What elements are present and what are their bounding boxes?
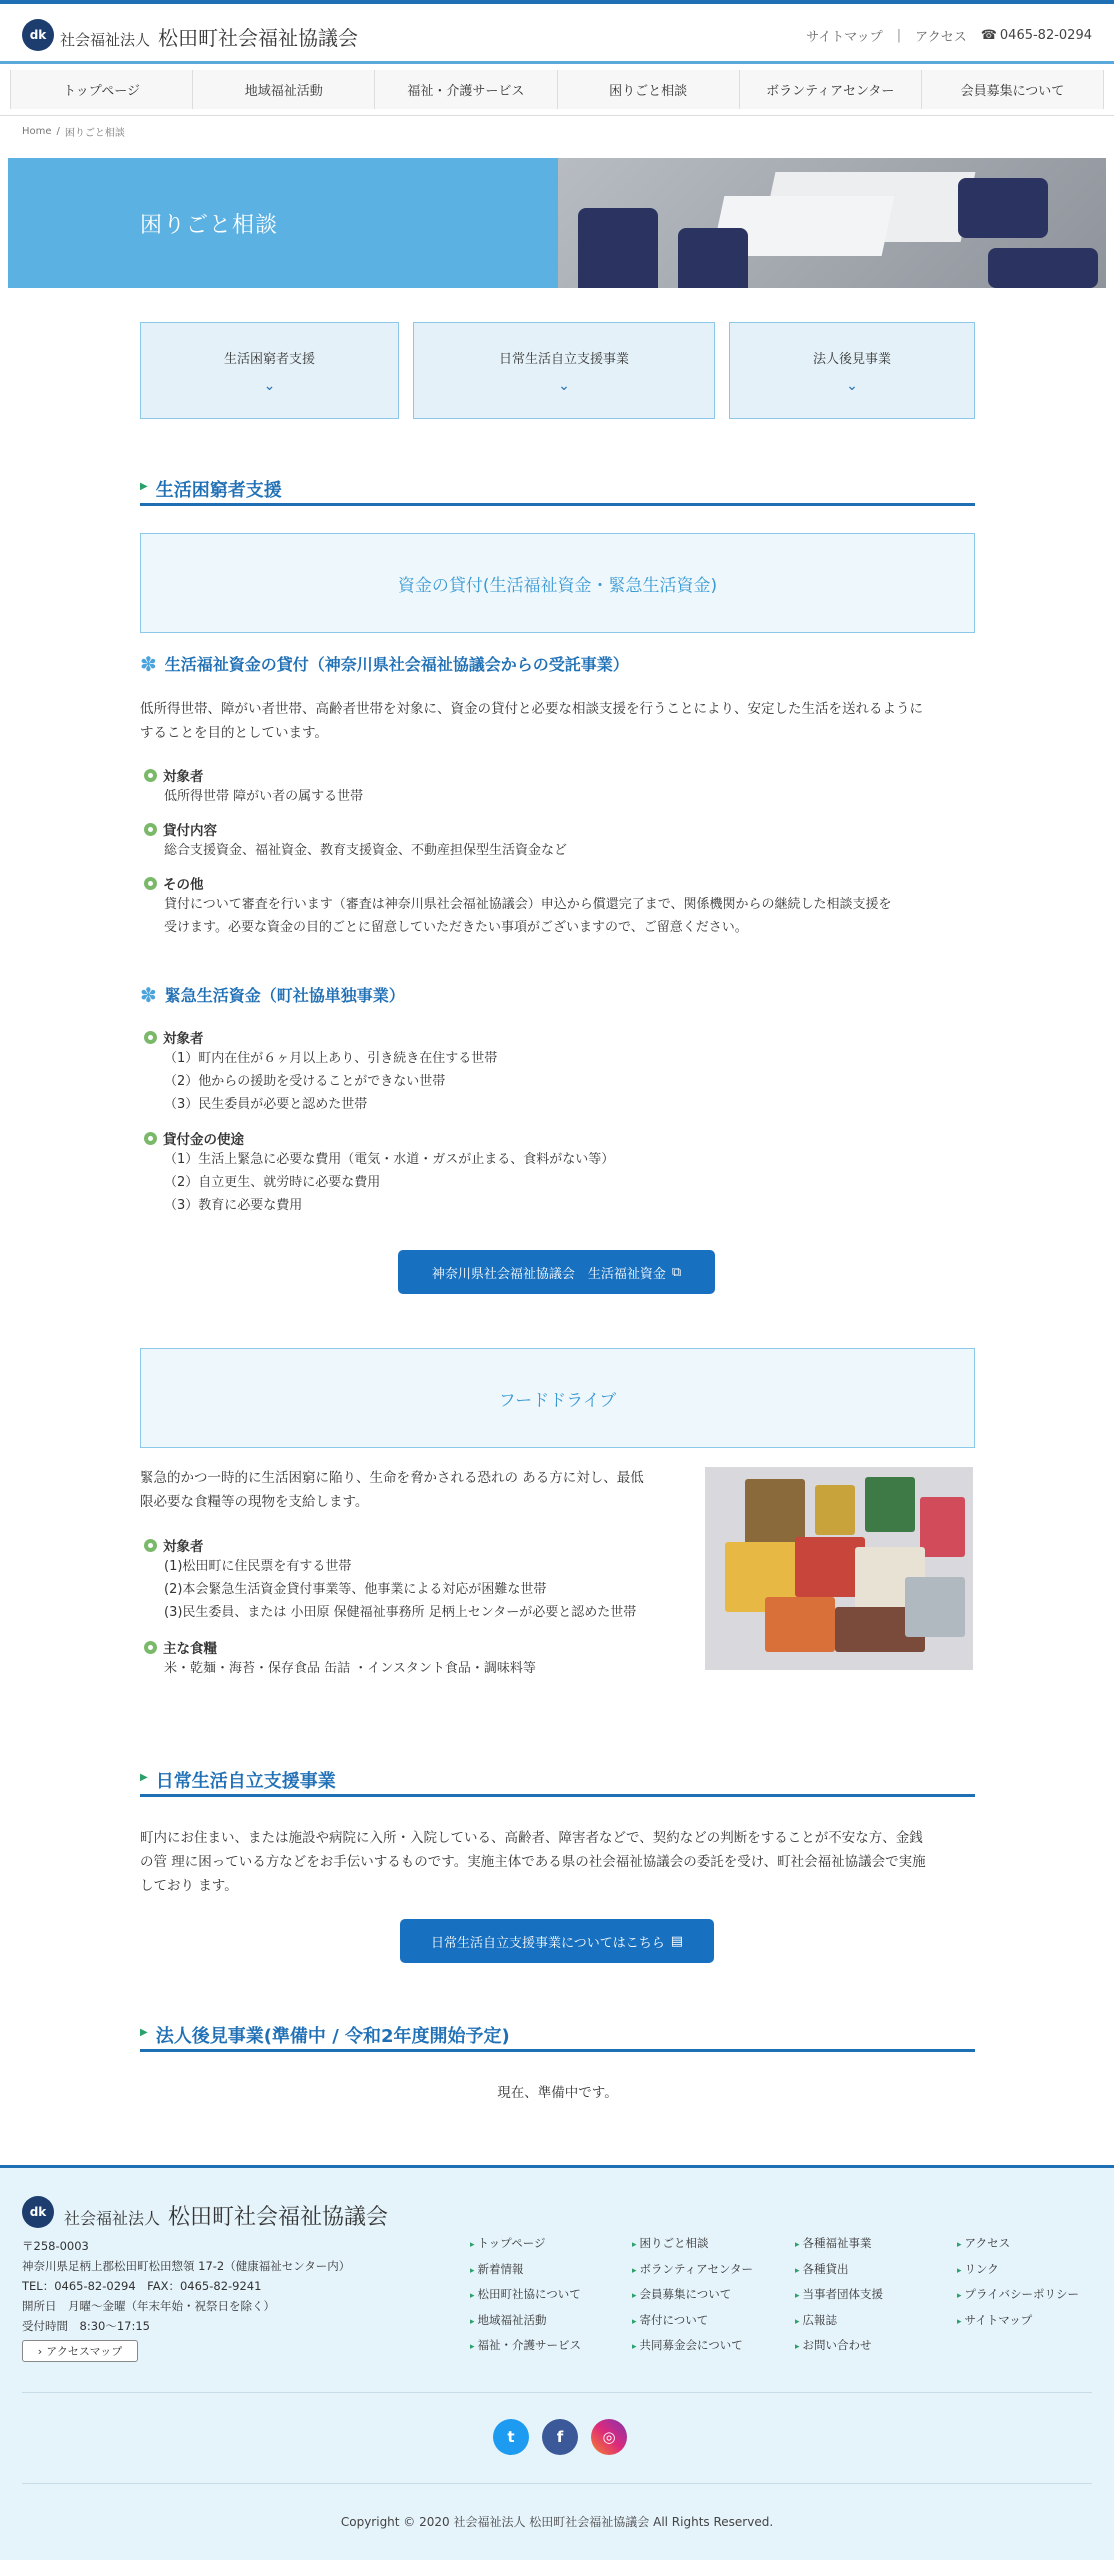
- welfare-loan-other: その他 貸付について審査を行います（審査は神奈川県社会福祉協議会）申込から償還完了まで、関係機関からの継続した相談支援を 受けます。必要な資金の目的ごとに留意していただきたい事項がございますので、ご留意ください。: [144, 873, 891, 939]
- bullet-icon: [144, 1031, 157, 1044]
- bullet-icon: [144, 823, 157, 836]
- footer-logo[interactable]: dk: [22, 2196, 54, 2228]
- welfare-loan-description: 低所得世帯、障がい者世帯、高齢者世帯を対象に、資金の貸付と必要な相談支援を行うことにより、安定した生活を送れるように することを目的としています。: [140, 701, 923, 741]
- instagram-icon[interactable]: ◎: [591, 2419, 627, 2455]
- loan-box-title: 資金の貸付(生活福祉資金・緊急生活資金): [140, 533, 975, 633]
- footer-site-title: 社会福祉法人 松田町社会福祉協議会: [64, 2205, 389, 2230]
- header-divider: |: [896, 28, 902, 43]
- bullet-icon: [144, 1132, 157, 1145]
- subheading-text: 生活福祉資金の貸付（神奈川県社会福祉協議会からの受託事業）: [164, 655, 629, 674]
- item-label: 対象者: [163, 1031, 204, 1047]
- footer-link[interactable]: ▸ 新着情報: [470, 2258, 581, 2284]
- footer-link[interactable]: ▸ 各種福祉事業: [795, 2232, 883, 2258]
- section-heading-poverty: [140, 476, 975, 506]
- social-links: [493, 2419, 627, 2455]
- arrow-icon: ▶: [140, 1772, 148, 1783]
- emergency-fund-target: 対象者 （1）町内在住が６ヶ月以上あり、引き続き在住する世帯 （2）他からの援助を受けることができない世帯 （3）民生委員が必要と認めた世帯: [144, 1027, 497, 1116]
- footer-link[interactable]: ▸ アクセス: [957, 2232, 1079, 2258]
- section-heading-guardianship: [140, 2022, 975, 2052]
- copyright: Copyright © 2020 社会福祉法人 松田町社会福祉協議会 All Rights Reserved.: [340, 2515, 774, 2529]
- tab-label: 法人後見事業: [812, 352, 891, 367]
- footer-link[interactable]: ▸ トップページ: [470, 2232, 581, 2258]
- tab-daily-life-support[interactable]: [413, 322, 715, 419]
- item-label: 主な食糧: [163, 1641, 217, 1657]
- hero-image: [558, 158, 1106, 288]
- bullet-icon: [144, 1539, 157, 1552]
- global-nav: [0, 64, 1114, 116]
- breadcrumb-current: 困りごと相談: [64, 127, 125, 139]
- footer-link[interactable]: ▸ ボランティアセンター: [632, 2258, 753, 2284]
- food-drive-box-title: フードドライブ: [140, 1348, 975, 1448]
- external-link-icon: ⧉: [671, 1264, 682, 1280]
- footer-link[interactable]: ▸ 松田町社協について: [470, 2283, 581, 2309]
- kanagawa-welfare-fund-button[interactable]: [398, 1250, 715, 1294]
- emergency-fund-usage: 貸付金の使途 （1）生活上緊急に必要な費用（電気・水道・ガスが止まる、食料がない等） （2）自立更生、就労時に必要な費用 （3）教育に必要な費用: [144, 1128, 614, 1217]
- item-label: 貸付金の使途: [163, 1132, 244, 1148]
- nav-item-community[interactable]: 地域福祉活動: [193, 70, 375, 109]
- footer-link[interactable]: ▸ 当事者団体支援: [795, 2283, 883, 2309]
- nav-item-welfare[interactable]: 福祉・介護サービス: [375, 70, 557, 109]
- arrow-icon: ▶: [140, 2027, 148, 2038]
- chevron-right-icon: ›: [37, 2344, 43, 2358]
- footer-link-column: [795, 2232, 883, 2360]
- header-tel[interactable]: [981, 28, 1092, 43]
- footer-link[interactable]: ▸ 寄付について: [632, 2309, 753, 2335]
- item-label: その他: [163, 877, 204, 893]
- footer-link[interactable]: ▸ お問い合わせ: [795, 2334, 883, 2360]
- bullet-icon: [144, 769, 157, 782]
- site-title[interactable]: [60, 22, 358, 51]
- nav-item-volunteer[interactable]: ボランティアセンター: [740, 70, 922, 109]
- twitter-icon[interactable]: t: [493, 2419, 529, 2455]
- subheading-emergency-fund: [140, 983, 405, 1006]
- food-drive-target: 対象者 (1)松田町に住民票を有する世帯 (2)本会緊急生活資金貸付事業等、他事業による対応が困難な世帯 (3)民生委員、または 小田原 保健福祉事務所 足柄上センターが必要と認めた世帯: [144, 1535, 636, 1624]
- footer-link[interactable]: ▸ 共同募金会について: [632, 2334, 753, 2360]
- document-icon: ▤: [670, 1933, 684, 1949]
- footer-link-column: [957, 2232, 1079, 2334]
- access-map-button[interactable]: › アクセスマップ: [22, 2340, 138, 2362]
- footer-link[interactable]: ▸ リンク: [957, 2258, 1079, 2284]
- access-link[interactable]: アクセス: [915, 30, 967, 45]
- arrow-icon: ▶: [140, 481, 148, 492]
- footer-link[interactable]: ▸ サイトマップ: [957, 2309, 1079, 2335]
- footer-link[interactable]: ▸ 地域福祉活動: [470, 2309, 581, 2335]
- breadcrumb-home[interactable]: Home: [22, 125, 52, 137]
- header-tel-number: 0465-82-0294: [999, 28, 1092, 43]
- site-corp-label: 社会福祉法人: [60, 31, 151, 49]
- sitemap-link[interactable]: サイトマップ: [806, 30, 883, 45]
- site-footer: [0, 2168, 1114, 2560]
- flower-icon: ✽: [140, 982, 157, 1007]
- tab-label: 生活困窮者支援: [223, 352, 315, 367]
- site-name: 松田町社会福祉協議会: [158, 26, 359, 50]
- footer-link[interactable]: ▸ 福祉・介護サービス: [470, 2334, 581, 2360]
- welfare-loan-target: 対象者 低所得世帯 障がい者の属する世帯: [144, 765, 363, 808]
- button-label: 日常生活自立支援事業についてはこちら: [430, 1935, 665, 1951]
- daily-life-support-button[interactable]: [400, 1919, 714, 1963]
- nav-item-membership[interactable]: 会員募集について: [922, 70, 1104, 109]
- footer-link[interactable]: ▸ 会員募集について: [632, 2283, 753, 2309]
- footer-link[interactable]: ▸ 困りごと相談: [632, 2232, 753, 2258]
- header-links: [806, 26, 1092, 45]
- phone-icon: ☎: [980, 28, 997, 43]
- chevron-down-icon: ⌄: [846, 378, 858, 394]
- section-heading-daily-life: [140, 1767, 975, 1797]
- food-drive-main-food: 主な食糧 米・乾麺・海苔・保存食品 缶詰 ・インスタント食品・調味料等: [144, 1637, 536, 1680]
- nav-item-top[interactable]: トップページ: [10, 70, 193, 109]
- chevron-down-icon: ⌄: [558, 378, 570, 394]
- tab-label: 日常生活自立支援事業: [498, 352, 629, 367]
- footer-contact-info: 〒258-0003 神奈川県足柄上郡松田町松田惣領 17-2（健康福祉センター内） TEL：0465-82-0294 FAX：0465-82-9241 開所日 月曜～金曜（年末年始・祝祭日を除く） 受付時間 8:30〜17:15: [22, 2239, 351, 2333]
- item-label: 対象者: [163, 769, 204, 785]
- tab-guardianship[interactable]: [729, 322, 975, 419]
- food-drive-description: 緊急的かつ一時的に生活困窮に陥り、生命を脅かされる恐れの ある方に対し、最低 限必要な食糧等の現物を支給します。: [140, 1470, 644, 1510]
- subheading-welfare-loan: [140, 652, 629, 675]
- item-label: 貸付内容: [163, 823, 217, 839]
- page-title: 困りごと相談: [140, 212, 279, 238]
- nav-item-consultation[interactable]: 困りごと相談: [558, 70, 740, 109]
- footer-link-column: [632, 2232, 753, 2360]
- footer-link[interactable]: ▸ 各種貸出: [795, 2258, 883, 2284]
- footer-divider: [22, 2392, 1092, 2393]
- tab-poverty-support[interactable]: [140, 322, 399, 419]
- site-header: [0, 4, 1114, 64]
- footer-link-column: [470, 2232, 581, 2360]
- section-tabs: [140, 322, 975, 419]
- section-heading-text: 日常生活自立支援事業: [155, 1771, 336, 1792]
- welfare-loan-content: 貸付内容 総合支援資金、福祉資金、教育支援資金、不動産担保型生活資金など: [144, 819, 567, 862]
- guardianship-note: 現在、準備中です。: [497, 2085, 618, 2101]
- daily-life-description: 町内にお住まい、または施設や病院に入所・入院している、高齢者、障害者などで、契約などの判断をすることが不安な方、金銭 の管 理に困っている方などをお手伝いするものです。実施主体である県の社会福祉協議会の委託を受け、町社会福祉協議会で実施 しており ます。: [140, 1830, 926, 1894]
- subheading-text: 緊急生活資金（町社協単独事業）: [164, 986, 405, 1005]
- food-drive-photo: [705, 1467, 973, 1670]
- footer-divider: [22, 2483, 1092, 2484]
- footer-link[interactable]: ▸ プライバシーポリシー: [957, 2283, 1079, 2309]
- button-label: 神奈川県社会福祉協議会 生活福祉資金: [431, 1266, 666, 1282]
- bullet-icon: [144, 1641, 157, 1654]
- breadcrumb: Home / 困りごと相談: [22, 125, 125, 139]
- bullet-icon: [144, 877, 157, 890]
- chevron-down-icon: ⌄: [263, 378, 276, 394]
- facebook-icon[interactable]: f: [542, 2419, 578, 2455]
- flower-icon: ✽: [140, 651, 157, 676]
- hero-title-panel: [8, 158, 558, 288]
- item-label: 対象者: [163, 1539, 204, 1555]
- section-heading-text: 法人後見事業(準備中 / 令和2年度開始予定): [155, 2026, 510, 2047]
- page-hero: [8, 158, 1106, 288]
- site-logo[interactable]: dk: [22, 19, 54, 51]
- footer-link[interactable]: ▸ 広報誌: [795, 2309, 883, 2335]
- section-heading-text: 生活困窮者支援: [155, 480, 282, 501]
